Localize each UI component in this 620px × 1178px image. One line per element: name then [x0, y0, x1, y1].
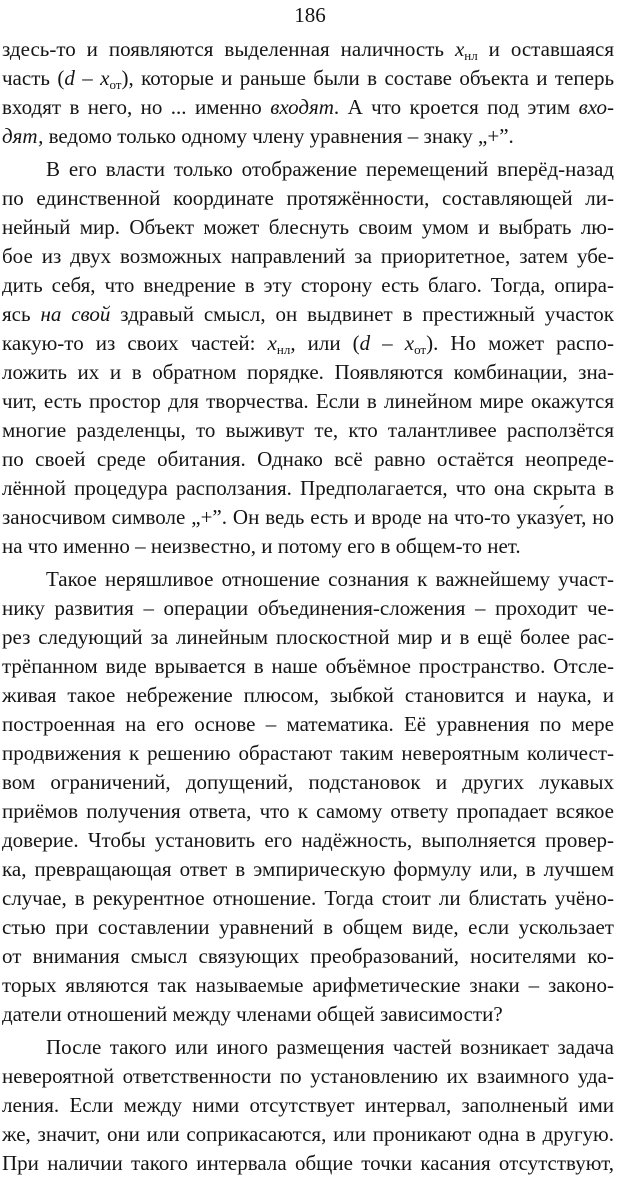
text-run: нику развития – операции объединения-сложения – проходит че- [2, 596, 614, 620]
text-run: лённой процедура расползания. Предполагается, что она скрыта в [2, 476, 614, 500]
text-run: чит, есть простор для творчества. Если в линейном мире окажутся [2, 389, 614, 413]
text-line [2, 64, 614, 93]
text-line [2, 1033, 614, 1062]
text-run: Такое неряшливое отношение сознания к важнейшему участ- [46, 567, 614, 591]
text-run: построенная на его основе – математика. Её уравнения по мере [2, 712, 614, 736]
text-line [2, 503, 614, 532]
text-run: по единственной координате протяжённости, составляющей ли- [2, 186, 614, 210]
text-line [2, 913, 614, 942]
text-line [2, 329, 614, 358]
text-run: невероятной ответственности по установлению их взаимного уда- [2, 1064, 614, 1088]
italic-text: на свой [40, 302, 111, 326]
italic-text: входят [270, 95, 334, 119]
text-line [2, 1120, 614, 1149]
italic-text: x [267, 331, 277, 355]
text-line [2, 681, 614, 710]
text-line [2, 35, 614, 64]
text-line [2, 623, 614, 652]
text-body [2, 35, 614, 1178]
text-run: ложить их и в обратном порядке. Появляются комбинации, зна- [2, 360, 614, 384]
text-run: ведомо только одному члену уравнения – знаку „+”. [43, 124, 514, 148]
subscript: нл [464, 48, 478, 63]
text-run: датели отношений между членами общей зависимости? [2, 1002, 503, 1026]
text-run: рез следующий за линейным плоскостной мир и в ещё более рас- [2, 625, 614, 649]
text-line [2, 1091, 614, 1120]
subscript: нл [276, 342, 291, 357]
text-line [2, 184, 614, 213]
text-line [2, 797, 614, 826]
text-run: на что именно – неизвестно, и потому его в общем-то нет. [2, 534, 521, 558]
italic-text: дят, [2, 124, 44, 148]
text-run: бое из двух возможных направлений за приоритетное, затем убе- [2, 244, 614, 268]
text-run: ка, превращающая ответ в эмпирическую формулу или, в лучшем [2, 857, 614, 881]
text-run: После такого или иного размещения частей возникает задача [46, 1035, 614, 1059]
text-line [2, 122, 614, 151]
text-line [2, 565, 614, 594]
text-run: приёмов получения ответа, что к самому ответу пропадает всякое [2, 799, 614, 823]
text-line [2, 942, 614, 971]
text-line [2, 739, 614, 768]
text-line [2, 445, 614, 474]
text-run: В его власти только отображение перемещений вперёд-назад [46, 157, 614, 181]
italic-text: x [100, 66, 110, 90]
text-run: какую-то из своих частей: [2, 331, 268, 355]
text-run: случае, в рекурентное отношение. Тогда стоит ли блистать учёно- [2, 886, 614, 910]
text-line [2, 1000, 614, 1029]
italic-text: вхо- [578, 95, 614, 119]
text-run: доверие. Чтобы установить его надёжность, выполняется провер- [2, 828, 614, 852]
text-run: входят в него, но ... именно [2, 95, 271, 119]
text-run: продвижения к решению обрастают таким невероятным количест- [2, 741, 614, 765]
subscript: от [414, 342, 427, 357]
text-run: – [74, 66, 101, 90]
paragraph [2, 565, 614, 1029]
text-run: заносчивом символе „+”. Он ведь есть и вроде на что-то указу́ет, но [2, 505, 614, 529]
text-run: торых являются так называемые арифметические знаки – законо- [2, 973, 614, 997]
text-line [2, 387, 614, 416]
text-run: и оставшаяся [477, 37, 614, 61]
text-line [2, 884, 614, 913]
italic-text: x [404, 331, 415, 355]
text-run: часть ( [2, 66, 65, 90]
italic-text: d [64, 66, 75, 90]
italic-text: x [454, 37, 465, 61]
text-line [2, 1062, 614, 1091]
text-run: стью при составлении уравнений в общем виде, если ускользает [2, 915, 614, 939]
text-run: ), которые и раньше были в составе объекта и теперь [121, 66, 614, 90]
paragraph [2, 155, 614, 561]
text-run: ясь [2, 302, 41, 326]
text-run: многие разделенцы, то выживут те, кто талантливее расползётся [2, 418, 614, 442]
text-line [2, 474, 614, 503]
text-run: здесь-то и появляются выделенная наличность [2, 37, 455, 61]
text-run: вом ограничений, допущений, подстановок и других лукавых [2, 770, 614, 794]
text-run: же, значит, они или соприкасаются, или проникают одна в другую. [2, 1122, 614, 1146]
text-line [2, 710, 614, 739]
text-line [2, 213, 614, 242]
text-line [2, 826, 614, 855]
text-run: ления. Если между ними отсутствует интервал, заполненый ими [2, 1093, 614, 1117]
page-number: 186 [294, 3, 326, 27]
text-line [2, 300, 614, 329]
text-run: – [370, 331, 405, 355]
text-line [2, 652, 614, 681]
text-line [2, 1149, 614, 1178]
text-line [2, 532, 614, 561]
text-line [2, 855, 614, 884]
text-line [2, 971, 614, 1000]
text-run: ). Но может распо- [426, 331, 614, 355]
text-run: . А что кроется под этим [333, 95, 579, 119]
text-run: нейный мир. Объект может блеснуть своим умом и выбрать лю- [2, 215, 614, 239]
text-run: здравый смысл, он выдвинет в престижный участок [110, 302, 614, 326]
text-run: живая такое небрежение плюсом, зыбкой становится и наука, и [2, 683, 614, 707]
paragraph [2, 1033, 614, 1178]
text-line [2, 155, 614, 184]
italic-text: d [359, 331, 371, 355]
text-line [2, 271, 614, 300]
text-run: При наличии такого интервала общие точки касания отсутствуют, [2, 1151, 614, 1175]
text-run: трёпанном виде врывается в наше объёмное пространство. Отсле- [2, 654, 614, 678]
paragraph [2, 35, 614, 151]
text-line [2, 93, 614, 122]
text-run: дить себя, что внедрение в эту сторону есть благо. Тогда, опира- [2, 273, 614, 297]
text-line [2, 416, 614, 445]
text-line [2, 594, 614, 623]
text-run: , или ( [290, 331, 360, 355]
text-line [2, 358, 614, 387]
text-line [2, 768, 614, 797]
text-run: от внимания смысл связующих преобразований, носителями ко- [2, 944, 614, 968]
text-run: по своей среде обитания. Однако всё равно остаётся неопреде- [2, 447, 614, 471]
subscript: от [109, 77, 122, 92]
text-line [2, 242, 614, 271]
